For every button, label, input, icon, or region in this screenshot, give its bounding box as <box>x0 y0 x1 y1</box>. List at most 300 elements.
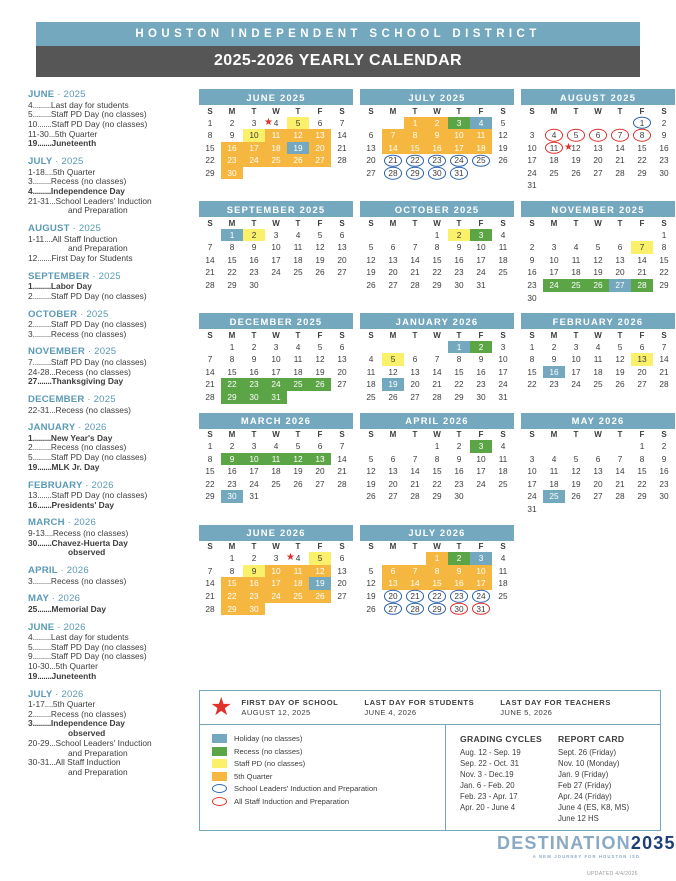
day-number: 9 <box>456 242 462 253</box>
key-date-item <box>500 698 611 718</box>
day-number: 15 <box>527 366 537 377</box>
legend-color-swatch <box>212 734 227 743</box>
month-block <box>360 313 514 403</box>
day-cell <box>492 465 514 478</box>
sidebar-month-name: MARCH <box>28 517 65 529</box>
day-cell <box>653 453 675 466</box>
day-cell <box>331 129 353 142</box>
day-number: 20 <box>388 267 398 278</box>
day-number: 18 <box>470 142 492 155</box>
day-cell <box>565 167 587 180</box>
day-number: 30 <box>221 167 243 180</box>
day-cell <box>221 465 243 478</box>
weekday-header: T <box>456 218 462 228</box>
weekday-header: W <box>594 218 602 228</box>
sidebar-note-row: observed <box>68 728 106 739</box>
weekday-header: S <box>500 106 506 116</box>
day-cell <box>521 478 543 491</box>
day-cell <box>243 590 265 603</box>
legend-footer <box>199 690 661 831</box>
day-number: 8 <box>207 130 213 141</box>
day-cell <box>492 478 514 491</box>
day-cell <box>404 465 426 478</box>
day-cell <box>265 366 287 379</box>
month-row <box>199 313 675 403</box>
day-cell <box>265 353 287 366</box>
day-number: 22 <box>637 155 647 166</box>
day-number: 5 <box>573 453 579 464</box>
report-card-item: Nov. 10 (Monday) <box>558 758 620 768</box>
color-legend <box>200 725 446 830</box>
day-number: 15 <box>659 254 669 265</box>
weekday-header: F <box>317 218 323 228</box>
day-number: 21 <box>404 590 426 603</box>
day-number: 31 <box>265 391 287 404</box>
day-cell <box>287 266 309 279</box>
sidebar-month-heading <box>28 89 192 100</box>
day-number: 4 <box>368 354 374 365</box>
day-number: 24 <box>448 154 470 167</box>
day-number: 21 <box>205 379 215 390</box>
empty-day-cell <box>587 440 609 453</box>
week-row <box>521 490 675 503</box>
day-cell <box>382 565 404 578</box>
day-cell <box>492 391 514 404</box>
weekday-header: M <box>228 218 236 228</box>
sidebar-month-name: AUGUST <box>28 223 70 235</box>
day-number: 15 <box>205 142 215 153</box>
sidebar-note-row: 9.........Staff PD Day (no classes) <box>28 651 147 662</box>
day-cell <box>221 154 243 167</box>
sidebar-month-heading <box>28 223 192 234</box>
day-number: 28 <box>205 392 215 402</box>
day-cell <box>565 154 587 167</box>
day-cell <box>426 117 448 130</box>
day-cell <box>609 167 631 180</box>
day-number: ★ 4 <box>264 116 279 128</box>
weekday-header: M <box>550 218 558 228</box>
day-cell <box>448 453 470 466</box>
day-number: 11 <box>293 354 303 365</box>
day-cell <box>243 353 265 366</box>
day-cell <box>492 129 514 142</box>
sidebar-note-day: 1-18 <box>28 166 45 177</box>
week-row <box>521 254 675 267</box>
day-cell <box>653 154 675 167</box>
day-number: 22 <box>432 267 442 278</box>
sidebar-month-heading <box>28 156 192 167</box>
day-cell <box>404 266 426 279</box>
weekday-header: W <box>433 430 441 440</box>
day-number: 6 <box>587 129 609 142</box>
sidebar-note-day: 5 <box>28 452 33 463</box>
day-cell <box>287 229 309 242</box>
day-cell <box>565 366 587 379</box>
day-cell <box>265 391 287 404</box>
day-cell <box>631 341 653 354</box>
day-number: 23 <box>659 478 669 489</box>
day-cell <box>470 129 492 142</box>
star-icon: ★ <box>210 693 233 721</box>
legend-color-swatch <box>212 772 227 781</box>
day-cell <box>587 241 609 254</box>
day-number: 1 <box>221 229 243 242</box>
day-number: 20 <box>410 379 420 390</box>
sidebar-month-name: JANUARY <box>28 422 76 434</box>
day-number: 27 <box>382 603 404 616</box>
day-cell <box>470 142 492 155</box>
day-number: 13 <box>382 577 404 590</box>
day-cell <box>448 341 470 354</box>
empty-day-cell <box>521 117 543 130</box>
sidebar-note-text: School Leaders' Induction <box>55 195 152 206</box>
day-cell <box>382 154 404 167</box>
day-cell <box>653 279 675 292</box>
weekday-header: S <box>529 330 535 340</box>
day-cell <box>609 453 631 466</box>
day-cell <box>265 565 287 578</box>
day-number: 17 <box>271 366 281 377</box>
day-number: 25 <box>265 154 287 167</box>
day-number: 14 <box>659 354 669 365</box>
week-row <box>360 117 514 130</box>
day-cell <box>221 129 243 142</box>
month-block <box>360 201 514 304</box>
day-cell <box>653 266 675 279</box>
day-cell <box>653 366 675 379</box>
day-number: 11 <box>287 565 309 578</box>
day-cell <box>609 129 631 142</box>
day-cell <box>521 341 543 354</box>
day-cell <box>587 478 609 491</box>
legend-oval-red-icon <box>212 797 227 806</box>
day-cell <box>309 577 331 590</box>
day-cell <box>221 279 243 292</box>
day-number: 3 <box>251 117 257 128</box>
day-cell <box>382 453 404 466</box>
day-number: 12 <box>366 466 376 477</box>
day-number: 15 <box>432 466 442 477</box>
sidebar-note-row: observed <box>68 547 106 558</box>
day-number: 27 <box>609 279 631 292</box>
day-cell <box>492 577 514 590</box>
day-cell <box>609 378 631 391</box>
sidebar-note-day: 9 <box>28 651 33 662</box>
day-number: 30 <box>243 603 265 616</box>
day-number: 26 <box>615 379 625 390</box>
day-number: 11 <box>571 254 581 265</box>
weekday-header: W <box>272 542 280 552</box>
day-cell <box>426 241 448 254</box>
sidebar-month-name: APRIL <box>28 565 58 577</box>
day-number: 17 <box>527 478 537 489</box>
day-cell <box>265 440 287 453</box>
day-cell <box>199 154 221 167</box>
empty-day-cell <box>287 167 309 180</box>
weekday-header: T <box>456 430 462 440</box>
day-cell <box>609 254 631 267</box>
star-icon: ★ <box>564 141 573 153</box>
day-number: 19 <box>366 590 376 601</box>
day-cell <box>382 366 404 379</box>
day-cell <box>382 478 404 491</box>
day-cell <box>309 117 331 130</box>
sidebar-note-text: Recess (no classes) <box>50 176 127 187</box>
sidebar-note-row: 13.......Staff PD Day (no classes) <box>28 490 148 501</box>
day-number: 28 <box>631 279 653 292</box>
day-cell <box>492 353 514 366</box>
day-cell <box>360 577 382 590</box>
day-number: 19 <box>293 466 303 477</box>
day-cell <box>631 279 653 292</box>
day-cell <box>470 366 492 379</box>
day-number: 19 <box>593 267 603 278</box>
week-row <box>521 117 675 130</box>
month-block <box>199 313 353 403</box>
sidebar-month-name: OCTOBER <box>28 308 78 320</box>
day-number: 22 <box>426 590 448 603</box>
empty-day-cell <box>653 503 675 516</box>
sidebar-note-text: Staff PD Day (no classes) <box>50 109 147 120</box>
week-row <box>199 366 353 379</box>
sidebar-note-row: 24-28...Recess (no classes) <box>28 366 131 377</box>
report-card-item: June 4 (ES, K8, MS) <box>558 802 630 812</box>
day-cell <box>199 465 221 478</box>
day-cell <box>331 229 353 242</box>
day-cell <box>265 552 287 565</box>
day-number: ★ 12 <box>564 141 581 153</box>
day-cell <box>631 254 653 267</box>
day-cell <box>470 577 492 590</box>
month-day-grid <box>199 105 353 179</box>
day-number: 3 <box>470 552 492 565</box>
day-cell <box>243 142 265 155</box>
sidebar-note-row: 9-13....Recess (no classes) <box>28 527 129 538</box>
day-cell <box>448 391 470 404</box>
day-number: 21 <box>615 155 625 166</box>
day-number: 14 <box>615 142 625 153</box>
day-number: 8 <box>456 354 462 365</box>
day-number: 13 <box>593 466 603 477</box>
day-number: 12 <box>366 578 376 589</box>
day-cell <box>360 142 382 155</box>
weekday-header: F <box>317 106 323 116</box>
day-cell <box>382 353 404 366</box>
day-cell <box>221 565 243 578</box>
day-number: 6 <box>317 441 323 452</box>
day-cell <box>221 378 243 391</box>
day-number: 6 <box>339 553 345 564</box>
day-number: 15 <box>205 466 215 477</box>
day-cell <box>426 229 448 242</box>
sidebar-note-row: 1-11....All Staff Induction <box>28 233 118 244</box>
day-number: 19 <box>571 155 581 166</box>
day-cell <box>448 440 470 453</box>
weekday-header: S <box>207 106 213 116</box>
day-cell <box>404 254 426 267</box>
day-cell <box>309 465 331 478</box>
day-cell <box>653 229 675 242</box>
month-block <box>521 201 675 304</box>
day-number: 29 <box>404 167 426 180</box>
day-number: 27 <box>337 590 347 601</box>
week-row <box>521 465 675 478</box>
day-cell <box>382 378 404 391</box>
day-number: 25 <box>366 392 376 402</box>
day-cell <box>309 241 331 254</box>
day-number: 16 <box>227 466 237 477</box>
day-number: 24 <box>543 279 565 292</box>
day-number: 31 <box>448 167 470 180</box>
day-cell <box>309 142 331 155</box>
day-cell <box>404 378 426 391</box>
day-cell <box>448 129 470 142</box>
day-number: 22 <box>637 478 647 489</box>
sidebar-month-name: JUNE <box>28 621 55 633</box>
day-number: 9 <box>551 354 557 365</box>
logo-word-2035: 2035 <box>630 833 676 853</box>
day-number: 23 <box>454 267 464 278</box>
day-cell <box>653 490 675 503</box>
day-cell <box>360 478 382 491</box>
weekday-header: T <box>251 542 257 552</box>
day-cell <box>470 229 492 242</box>
day-cell <box>404 577 426 590</box>
week-row <box>199 117 353 130</box>
legend-item <box>212 734 445 743</box>
weekday-header: S <box>207 218 213 228</box>
day-number: 24 <box>470 590 492 603</box>
month-title: AUGUST 2025 <box>521 89 675 105</box>
day-number: 24 <box>498 379 508 390</box>
day-number: 19 <box>382 378 404 391</box>
day-number: 15 <box>227 366 237 377</box>
weekday-header: T <box>295 330 301 340</box>
day-number: 2 <box>251 553 257 564</box>
sidebar-note-text: 5th Quarter <box>55 661 98 672</box>
sidebar-note-row: 20-29...School Leaders' Induction <box>28 737 152 748</box>
week-row <box>199 590 353 603</box>
sidebar-note-text: Recess (no classes) <box>50 442 127 453</box>
day-number: 17 <box>243 142 265 155</box>
empty-day-cell <box>360 229 382 242</box>
day-cell <box>631 154 653 167</box>
day-cell <box>265 453 287 466</box>
day-number: 29 <box>432 279 442 290</box>
day-number: 24 <box>527 167 537 178</box>
day-number: 18 <box>265 142 287 155</box>
sidebar-note-row: 4.........Last day for students <box>28 632 129 642</box>
day-cell <box>492 266 514 279</box>
day-number: 29 <box>432 491 442 502</box>
empty-day-cell <box>587 292 609 305</box>
weekday-header: T <box>573 430 579 440</box>
day-number: 1 <box>434 441 440 452</box>
logo-tagline: A NEW JOURNEY FOR HOUSTON ISD <box>532 854 640 859</box>
sidebar-month-year: · 2026 <box>57 621 86 633</box>
day-cell <box>221 603 243 616</box>
weekday-header: M <box>228 330 236 340</box>
sidebar-note-text: All Staff Induction <box>55 757 121 768</box>
weekday-header: T <box>412 542 418 552</box>
weekday-header: S <box>207 430 213 440</box>
day-number: 27 <box>388 279 398 290</box>
month-day-grid <box>360 105 514 179</box>
week-row <box>360 366 514 379</box>
day-cell <box>521 142 543 155</box>
sidebar-note-text: School Leaders' Induction <box>55 737 152 748</box>
month-block <box>360 89 514 192</box>
day-cell <box>587 366 609 379</box>
day-cell <box>448 117 470 130</box>
day-cell <box>331 341 353 354</box>
day-cell <box>331 353 353 366</box>
weekday-header: S <box>529 430 535 440</box>
month-row <box>199 413 675 516</box>
empty-day-cell <box>609 292 631 305</box>
weekday-header: S <box>500 542 506 552</box>
day-number: 2 <box>243 229 265 242</box>
weekday-header: F <box>478 430 484 440</box>
empty-day-cell <box>609 117 631 130</box>
day-cell <box>287 465 309 478</box>
day-cell <box>543 266 565 279</box>
day-cell <box>609 266 631 279</box>
week-row <box>360 266 514 279</box>
day-cell <box>404 241 426 254</box>
day-cell <box>382 129 404 142</box>
day-cell <box>287 440 309 453</box>
day-number: 29 <box>454 392 464 402</box>
day-cell <box>543 465 565 478</box>
day-number: 22 <box>659 267 669 278</box>
day-number: 7 <box>631 241 653 254</box>
month-day-grid <box>360 329 514 403</box>
day-number: 26 <box>309 378 331 391</box>
day-cell <box>609 490 631 503</box>
day-number: 3 <box>273 341 279 352</box>
day-cell <box>587 453 609 466</box>
day-number: 25 <box>593 379 603 390</box>
empty-day-cell <box>543 503 565 516</box>
sidebar-note-text: Recess (no classes) <box>52 527 129 538</box>
sidebar-note-day: 4 <box>28 185 33 196</box>
day-cell <box>221 490 243 503</box>
calendar-body <box>0 89 676 778</box>
day-number: 7 <box>207 354 213 365</box>
day-number: 12 <box>366 254 376 265</box>
day-number: 7 <box>434 354 440 365</box>
weekday-header: F <box>478 542 484 552</box>
day-number: 20 <box>337 578 347 589</box>
day-cell <box>492 440 514 453</box>
sidebar-month-name: JULY <box>28 156 53 168</box>
day-number: 21 <box>432 379 442 390</box>
week-row <box>521 167 675 180</box>
day-number: 15 <box>221 577 243 590</box>
sidebar-note-day: 3 <box>28 575 33 586</box>
day-number: 14 <box>382 142 404 155</box>
week-row <box>360 590 514 603</box>
day-cell <box>543 490 565 503</box>
report-card-item: Sept. 26 (Friday) <box>558 747 617 757</box>
week-row <box>360 341 514 354</box>
empty-day-cell <box>331 391 353 404</box>
day-number: 11 <box>498 565 508 576</box>
day-cell <box>521 254 543 267</box>
day-cell <box>331 254 353 267</box>
day-cell <box>309 129 331 142</box>
